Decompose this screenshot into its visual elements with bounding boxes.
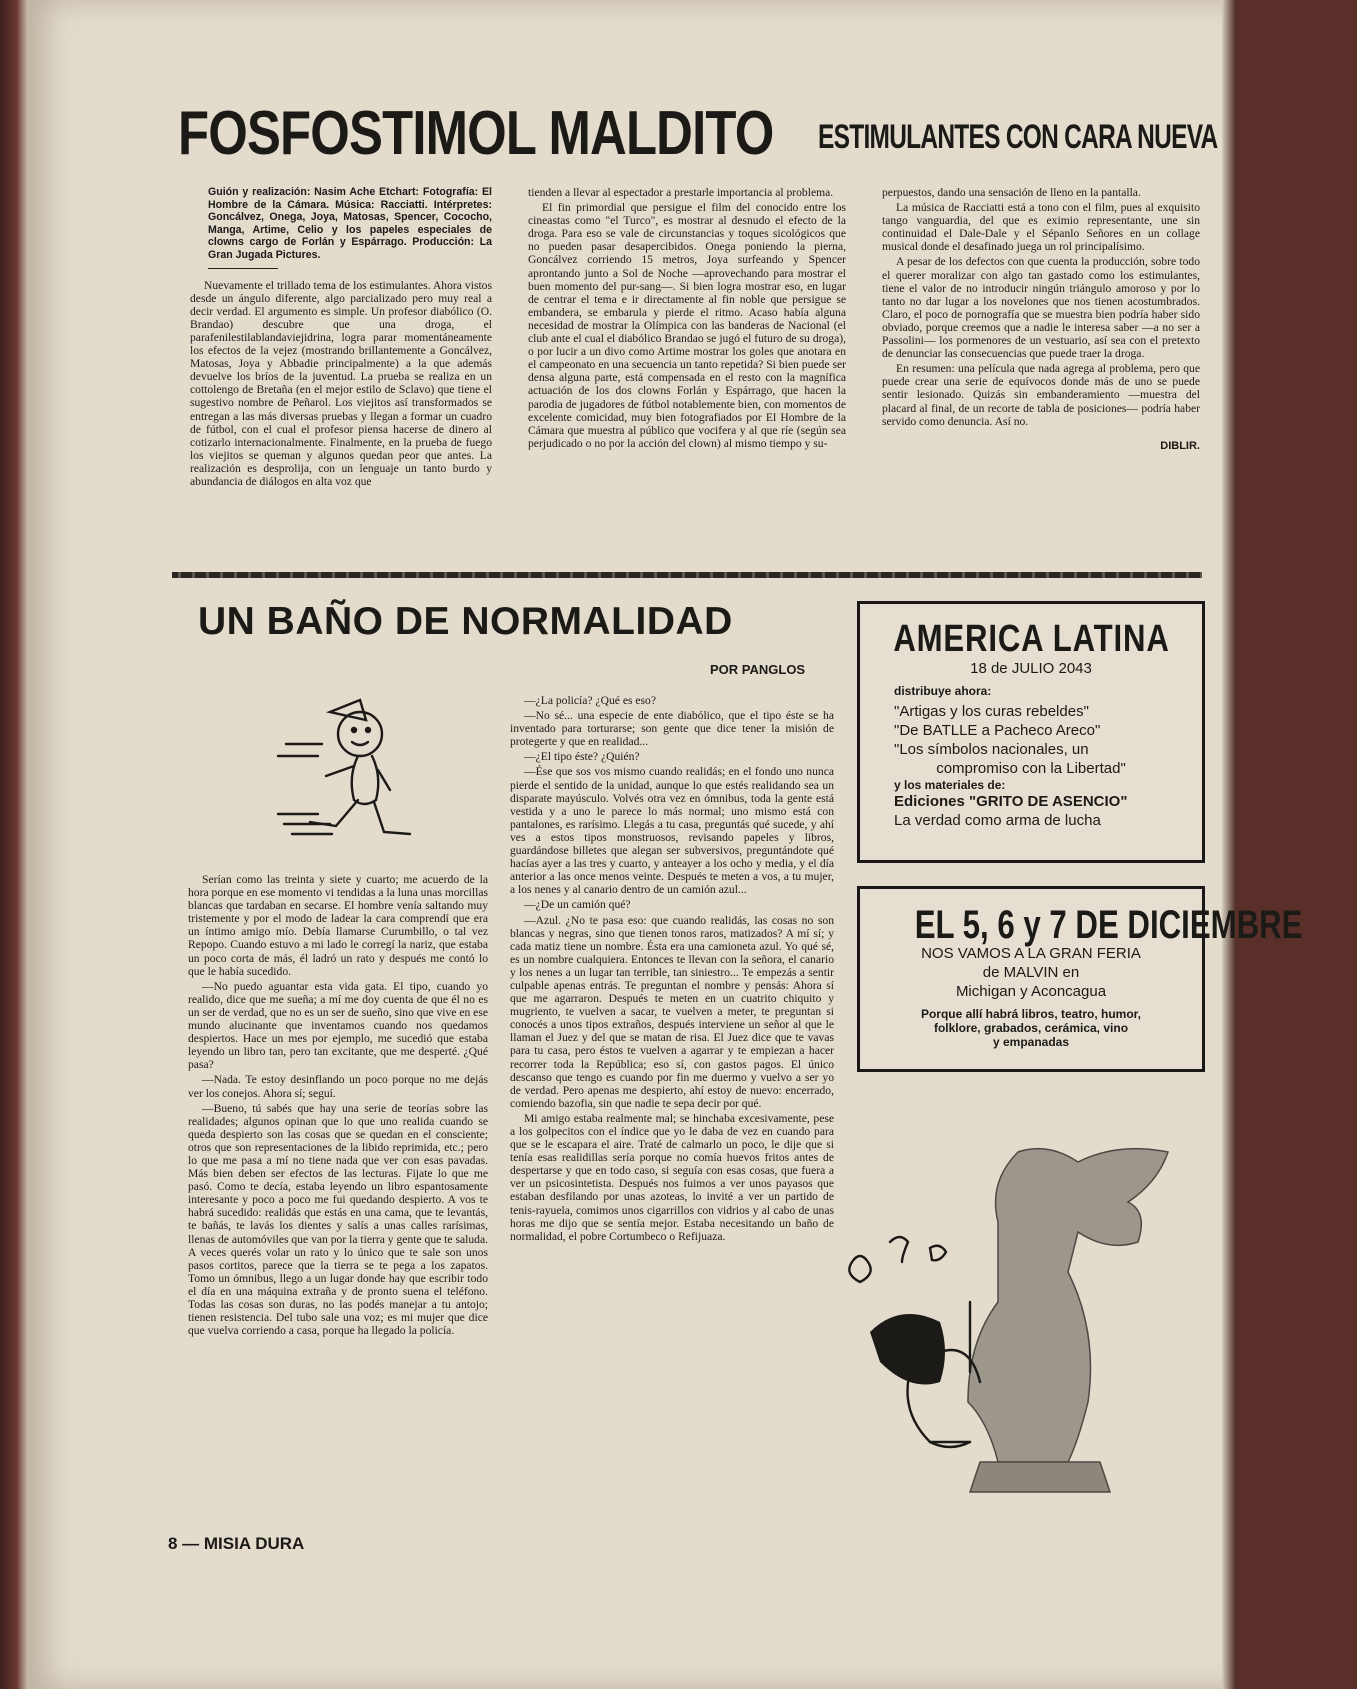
review-credits: Guión y realización: Nasim Ache Etchart: Fotografía: El Hombre de la Cámara. Música: Racciatti. Intérpretes: Goncálvez, Onega, Joya, Matosas, Spencer, Cococho, Manga, Artime, Celio y los papeles especiales de clowns cargo de Forlán y Espárrago. Producción: La Gran Jugada Pictures. [208, 186, 492, 261]
ad2-line: folklore, grabados, cerámica, vino [933, 1021, 1129, 1035]
story-paragraph: —No sé... una especie de ente diabólico, que el tipo éste se ha inventado para torturarse; son gente que dice tener la misión de protegerte y que en realidad... [510, 709, 834, 749]
page-right-edge [1222, 0, 1236, 1689]
running-cartoon-illustration [258, 694, 434, 846]
review-paragraph: Nuevamente el trillado tema de los estimulantes. Ahora vistos desde un ángulo diferente, algo parcializado pero muy real a decir verdad. El argumento es simple. Un profesor diabólico (O. Brandao) descubre que una droga, el parafenilestilablandaviejidrina, logra parar momentáneamente los efectos de la vejez (mostrando brillantemente a Goncálvez, Matosas, Joya y Abbadie principalmente) a la que además devuelve los bríos de la juventud. La prueba se realiza en un cottolengo de Bretaña (en el mejor estilo de Sclavo) que tiene el sugestivo nombre de Peñarol. Los viejitos así transformados se entregan a las más diversas pruebas y llegan a formar un cuadro de fútbol, con el cual el profesor piensa hacerse de dinero al cotizarlo internacionalmente. Finalmente, en la prueba de fuego los viejitos se queman y algunos quedan peor que antes. La realización es desprolija, con un lenguaje un tanto burdo y abundancia de diálogos en alta voz que [190, 278, 492, 488]
review-title: FOSFOSTIMOL MALDITO [178, 99, 774, 168]
story-paragraph: —Ése que sos vos mismo cuando realidás; en el fondo uno nunca pierde el sentido de la unidad, aunque lo que estés realidando sea un disparate mayúsculo. Volvés otra vez en ómnibus, toda la gente está vestida y a uno le parece lo más normal; uno mismo está con pantalones, es rarísimo. Llegás a tu casa, preguntás qué sucede, y ahí ves a estos tipos monstruosos, revisando papeles y libros, guardándose billetes que alegan ser subversivos, preguntándote qué hacías ayer a las tres y cuarto, y anteayer a los ocho y media, y el día anterior a las once menos veinte. Después te meten a vos, a tu mujer, a los nenes y al canario dentro de un camión azul... [510, 765, 834, 897]
review-paragraph: En resumen: una película que nada agrega al problema, pero que puede crear una serie de equívocos donde más de uno se puede sentir lesionado. Quizás sin embanderamiento —muestra del placard al final, de un recorte de tabla de posiciones— podría haber servido como denuncia. Así no. [882, 362, 1200, 428]
ad1-item: "De BATLLE a Pacheco Areco" [894, 722, 1101, 739]
winged-statue-illustration [850, 1132, 1202, 1504]
section-divider [172, 572, 1202, 578]
review-column-2 [528, 186, 846, 452]
story-column-1 [188, 873, 488, 1339]
story-title: UN BAÑO DE NORMALIDAD [198, 600, 733, 643]
ad-feria-malvin [857, 886, 1303, 1072]
story-paragraph: —Azul. ¿No te pasa eso: que cuando realidás, las cosas no son blancas y negras, sino que tienen tonos raros, matizados? A mí sí; y cada matiz tiene un nombre. Ésta era una camioneta azul. Yo qué sé, es un nombre cualquiera. Entonces te llevan con la señora, el canario y los nenes a un lugar tan terrible, tan siniestro... Te empezás a sentir culpable apenas entrás. Te preguntan el nombre y pensás: Ahora sí que me agarraron. Después te meten en un cuatrito chiquito y mugriento, te vuelven a sacar, te vuelven a meter, te preguntan si conocés a unos tipos extraños, después interviene un señor al que le llaman el Juez y del que se matan de risa. El Juez dice que te vavas para tu casa, pero éstos te vuelven a agarrar y te empiezan a hacer recorrer toda la República; eso sí, con gastos pagos. El único descanso que tengo es cuando por fin me duermo y vuelvo a ser yo de verdad. Pero apenas me despierto, ahí estoy de nuevo: encerrado, comiendo bazofia, sin que nadie te sepa decir por qué. [510, 913, 834, 1110]
review-paragraph: El fin primordial que persigue el film del conocido entre los cineastas como "el Turco", es mostrar al desnudo el efecto de la droga. Para eso se vale de circunstancias y toques sicológicos que no pueden pasar desapercibidos. Onega poniendo la pierna, Goncálvez corriendo 15 metros, Joya surfeando y Spencer aprontando junto a Sol de Noche —aprovechando para mostrar el buen momento del pur-sang—. Si bien logra mostrar eso, en lugar de centrar el tema e ir directamente al fin noble que persigue se embandera, se embarula y pierde el ritmo. Acaso había alguna necesidad de mostrar la Olímpica con las banderas de Nacional (el club ante el cual el diabólico Brandao se jugó el futuro de su droga), o por lucir a un divo como Artime mostrar los goles que anotara en el campeonato en una secuencia un tanto repetida? Si bien puede ser densa alguna parte, está compensada en el resto con la magnífica actuación de los dos clowns Forlán y Espárrago, que hacen la parodia de jugadores de fútbol notablemente bien, con momentos de excelente comicidad, muy bien fotografiados por El Hombre de la Cámara que muestra al público que vocifera y al que ríe (según sea perjudicado o no por la acción del clown) al mismo tiempo y su- [528, 201, 846, 450]
ad1-title: AMERICA LATINA [892, 618, 1170, 660]
review-column-3 [882, 186, 1200, 453]
review-paragraph: La música de Racciatti está a tono con el film, pues al exquisito tango vanguardia, del que es eximio representante, une sin continuidad el Dale-Dale y el Sépanlo Señores en un collage musical donde el desafinado juega un rol principalísimo. [882, 201, 1200, 254]
ad1-more: y los materiales de: [894, 778, 1006, 792]
story-column-2 [510, 694, 834, 1245]
story-paragraph: Mi amigo estaba realmente mal; se hinchaba excesivamente, pese a los golpecitos con el índice que yo le daba de vez en cuando para que se le escapara el aire. Traté de calmarlo un poco, le dije que si tenía esas realidillas sería porque no comía huevos fritos antes de despertarse y que en todo caso, si seguía con esas cosas, que fuera a ver un psicosintetista. Después nos fuimos a ver unos payasos que estaban desfilando por unas azoteas, lo invité a ver un partido de tenis-rayuela, comimos unos cigarrillos con vidrios y al cabo de unas horas me dijo que se sentía mejor. Estaba necesitando un baño de normalidad, el pobre Cortumbeco o Refijuaza. [510, 1111, 834, 1243]
story-paragraph: —Bueno, tú sabés que hay una serie de teorías sobre las realidades; algunos opinan que lo que uno realida cuando se queda despierto son las cosas que se quedan en el consciente; otros que son representaciones de la libido reprimida, etc.; pero lo que me pasa a mí no tiene nada que ver con esas pavadas. Más bien deben ser efectos de las lecturas. Fijate lo que me pasó. Como te decía, estaba leyendo un libro espantosamente interesante y poco a poco me fui quedando despierto. A vos te habrá sucedido: realidás que estás en una cama, que te levantás, te bañás, te lavás los dientes y salís a unas calles rarísimas, llenas de automóviles que van por la tierra y gente que te saluda. A veces querés volar un rato y lo único que te sale son unos pasos cortitos, parece que la tierra se te pega a los zapatos. Tomo un ómnibus, llego a un lugar donde hay que escribir todo el día en una máquina extraña y de pronto suena el teléfono. Todas las cosas son duras, no las podés manejar a tu antojo; tienen resistencia. Del tubo sale una voz; es mi mujer que dice que vuelva corriendo a casa, porque ha llegado la policía. [188, 1101, 488, 1338]
ad1-item: "Los símbolos nacionales, un [894, 741, 1089, 758]
review-signature: DIBLIR. [1160, 439, 1200, 452]
story-byline: POR PANGLOS [710, 662, 806, 677]
story-paragraph: —¿El tipo éste? ¿Quién? [524, 750, 640, 764]
ad2-line: NOS VAMOS A LA GRAN FERIA [921, 945, 1141, 962]
page-footer: 8 — MISIA DURA [168, 1534, 305, 1553]
story-paragraph: Serían como las treinta y siete y cuarto; me acuerdo de la hora porque en ese momento vi tendidas a la luna unas morcillas blancas que tardaban en secarse. El hombre venía saltando muy tristemente y por el modo de ladear la cara comprendí que era un íntimo amigo mío. Debía llamarse Curumbillo, o tal vez Repopo. Cuando estuvo a mi lado le corregí la nariz, que estaba un poco corta de más, él ladró un rato y después me contó lo que le había sucedido. [188, 873, 488, 978]
ad2-title: EL 5, 6 y 7 DE DICIEMBRE [914, 903, 1303, 947]
book-binding-edge [0, 0, 28, 1689]
review-column-1 [190, 186, 492, 490]
story-paragraph: —¿De un camión qué? [524, 898, 631, 912]
review-paragraph: perpuestos, dando una sensación de lleno en la pantalla. [882, 186, 1141, 199]
ad2-line: de MALVIN en [982, 964, 1080, 981]
ad2-line: Michigan y Aconcagua [955, 983, 1107, 1000]
ad1-date: 18 de JULIO 2043 [970, 660, 1092, 677]
review-paragraph: tienden a llevar al espectador a prestarle importancia al problema. [528, 186, 834, 199]
credits-rule [208, 268, 278, 269]
ad-america-latina [857, 601, 1205, 863]
story-paragraph: —¿La policía? ¿Qué es eso? [524, 694, 656, 707]
ad2-line: Porque allí habrá libros, teatro, humor, [920, 1007, 1142, 1021]
review-paragraph: A pesar de los defectos con que cuenta la producción, sobre todo el querer moralizar con algo tan gastado como los estimulantes, tiene el valor de no introducir ningún triángulo amoroso y por lo tanto no dar lugar a los novelones que nos tienen acostumbrados. Claro, el poco de pornografía que se muestra bien podría haber sido obviado, porque creemos que a nadie le interesa saber —a no ser a Passolini— los pormenores de un vestuario, así sea con el pretexto de denunciar las consecuencias que puede traer la droga. [882, 255, 1200, 361]
ad2-line: y empanadas [992, 1035, 1070, 1049]
ad1-lead: distribuye ahora: [894, 684, 992, 698]
story-paragraph: —No puedo aguantar esta vida gata. El tipo, cuando yo realido, dice que me sueña; a mí me doy cuenta de que él no es un ser de verdad, que no es un ser de sueño, sino que vive en ese mundo alucinante que inventamos cuando nos quedamos despiertos. Hace un mes por ejemplo, me sucedió que estaba leyendo un libro tan, pero tan excitante, que me desperté. ¿Qué pasa? [188, 979, 488, 1072]
story-paragraph: —Nada. Te estoy desinflando un poco porque no me dejás ver los conejos. Ahora sí; seguí. [188, 1073, 488, 1100]
review-subtitle: ESTIMULANTES CON CARA NUEVA [818, 118, 1218, 156]
ad1-item: "Artigas y los curas rebeldes" [894, 703, 1089, 720]
ad1-publisher: Ediciones "GRITO DE ASENCIO" [894, 793, 1128, 810]
ad1-item: compromiso con la Libertad" [936, 760, 1126, 777]
ad1-slogan: La verdad como arma de lucha [894, 812, 1101, 829]
